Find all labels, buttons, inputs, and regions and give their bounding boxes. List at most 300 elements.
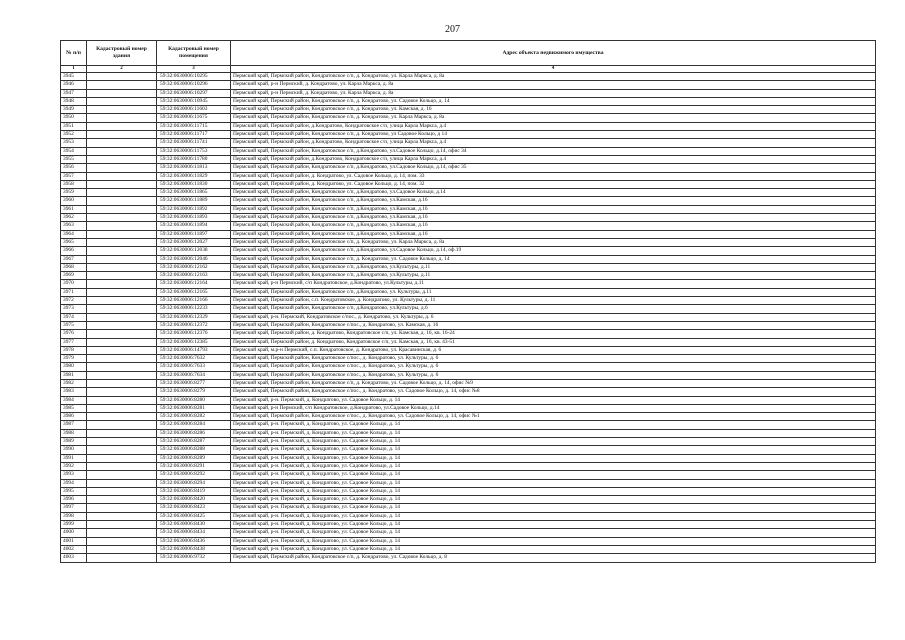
building-cadastral-cell bbox=[87, 545, 157, 553]
page-number: 207 bbox=[445, 24, 460, 35]
row-number-cell: 3957 bbox=[61, 172, 87, 180]
row-number-cell: 3993 bbox=[61, 471, 87, 479]
table-row bbox=[61, 247, 876, 255]
row-number-cell: 3950 bbox=[61, 114, 87, 122]
building-cadastral-cell bbox=[87, 313, 157, 321]
row-number-cell: 3996 bbox=[61, 496, 87, 504]
table-row bbox=[61, 172, 876, 180]
property-table bbox=[60, 40, 876, 563]
building-cadastral-cell bbox=[87, 106, 157, 114]
building-cadastral-cell bbox=[87, 89, 157, 97]
address-cell: Пермский край, Пермский район, Кондратовское с/п, д. Кондратово, ул. Садовое Кольцо, д. 14 bbox=[231, 255, 876, 263]
row-number-cell: 3962 bbox=[61, 214, 87, 222]
building-cadastral-cell bbox=[87, 147, 157, 155]
address-cell: Пермский край, Пермский район, Кондратовское с/п, д.Кондратово, ул.Садовое Кольцо, д.14 bbox=[231, 189, 876, 197]
address-cell: Пермский край, Пермский район, Кондратовское с/п, д.Кондратово, ул.Культуры, д.6 bbox=[231, 305, 876, 313]
table-row bbox=[61, 147, 876, 155]
table-row bbox=[61, 554, 876, 562]
premises-cadastral-cell: 59:32:0630006:12372 bbox=[157, 321, 231, 329]
building-cadastral-cell bbox=[87, 288, 157, 296]
row-number-cell: 4002 bbox=[61, 545, 87, 553]
building-cadastral-cell bbox=[87, 238, 157, 246]
premises-cadastral-cell: 59:32:0630006:12038 bbox=[157, 247, 231, 255]
building-cadastral-cell bbox=[87, 346, 157, 354]
premises-cadastral-cell: 59:32:0630006:11829 bbox=[157, 172, 231, 180]
table-row bbox=[61, 371, 876, 379]
building-cadastral-cell bbox=[87, 280, 157, 288]
row-number-cell: 3979 bbox=[61, 355, 87, 363]
building-cadastral-cell bbox=[87, 321, 157, 329]
table-row bbox=[61, 462, 876, 470]
table-row bbox=[61, 89, 876, 97]
address-cell: Пермский край, Пермский район, с.п. Кондратовское, д. Кондратово, ул. Культуры, д. 11 bbox=[231, 297, 876, 305]
building-cadastral-cell bbox=[87, 388, 157, 396]
header-premises-cadastral: Кадастровый номер помещения bbox=[157, 41, 231, 66]
table-row bbox=[61, 122, 876, 130]
address-cell: Пермский край, р-н. Пермский, д. Кондратово, ул. Садовое Кольцо, д. 14 bbox=[231, 429, 876, 437]
premises-cadastral-cell: 59:32:0630006:11830 bbox=[157, 180, 231, 188]
row-number-cell: 4001 bbox=[61, 537, 87, 545]
address-cell: Пермский край, р-н Пермский, с/п Кондратовское, д.Кондратово, ул.Культуры, д.11 bbox=[231, 280, 876, 288]
row-number-cell: 3960 bbox=[61, 197, 87, 205]
address-cell: Пермский край, р-н. Пермский, д. Кондратово, ул. Садовое Кольцо, д. 14 bbox=[231, 471, 876, 479]
premises-cadastral-cell: 59:32:0630006:7634 bbox=[157, 371, 231, 379]
row-number-cell: 3989 bbox=[61, 438, 87, 446]
premises-cadastral-cell: 59:32:0630006:8286 bbox=[157, 429, 231, 437]
premises-cadastral-cell: 59:32:0630006:8289 bbox=[157, 454, 231, 462]
address-cell: Пермский край, Пермский район, д. Кондратово, ул. Садовое Кольцо, д. 14, пом. 32 bbox=[231, 180, 876, 188]
building-cadastral-cell bbox=[87, 404, 157, 412]
row-number-cell: 4003 bbox=[61, 554, 87, 562]
row-number-cell: 3980 bbox=[61, 363, 87, 371]
header-row-number: № п/п bbox=[61, 41, 87, 66]
table-row bbox=[61, 496, 876, 504]
premises-cadastral-cell: 59:32:0630006:11603 bbox=[157, 106, 231, 114]
premises-cadastral-cell: 59:32:0630006:11715 bbox=[157, 122, 231, 130]
building-cadastral-cell bbox=[87, 114, 157, 122]
table-row bbox=[61, 214, 876, 222]
premises-cadastral-cell: 59:32:0630006:12233 bbox=[157, 305, 231, 313]
table-row bbox=[61, 222, 876, 230]
table-row bbox=[61, 379, 876, 387]
row-number-cell: 3978 bbox=[61, 346, 87, 354]
table-row bbox=[61, 521, 876, 529]
building-cadastral-cell bbox=[87, 379, 157, 387]
address-cell: Пермский край, р-н. Пермский, д. Кондратово, ул. Садовое Кольцо, д. 14 bbox=[231, 396, 876, 404]
table-row bbox=[61, 429, 876, 437]
table-row bbox=[61, 238, 876, 246]
building-cadastral-cell bbox=[87, 205, 157, 213]
building-cadastral-cell bbox=[87, 81, 157, 89]
building-cadastral-cell bbox=[87, 512, 157, 520]
premises-cadastral-cell: 59:32:0630006:11717 bbox=[157, 131, 231, 139]
table-row bbox=[61, 479, 876, 487]
table-row bbox=[61, 338, 876, 346]
building-cadastral-cell bbox=[87, 155, 157, 163]
address-cell: Пермский край, Пермский район, Кондратовское с/пос., д. Кондратово, ул. Культуры, д. 6 bbox=[231, 371, 876, 379]
row-number-cell: 3961 bbox=[61, 205, 87, 213]
row-number-cell: 3987 bbox=[61, 421, 87, 429]
address-cell: Пермский край, р-н. Пермский, д. Кондратово, ул. Садовое Кольцо, д. 14 bbox=[231, 446, 876, 454]
premises-cadastral-cell: 59:32:0630006:7632 bbox=[157, 355, 231, 363]
building-cadastral-cell bbox=[87, 305, 157, 313]
building-cadastral-cell bbox=[87, 462, 157, 470]
column-number: 3 bbox=[157, 66, 231, 73]
table-row bbox=[61, 197, 876, 205]
building-cadastral-cell bbox=[87, 438, 157, 446]
row-number-cell: 3946 bbox=[61, 81, 87, 89]
premises-cadastral-cell: 59:32:0630006:8425 bbox=[157, 512, 231, 520]
address-cell: Пермский край, Пермский район, Кондратовское с/п, д.Кондратово, ул.Камская, д.16 bbox=[231, 205, 876, 213]
address-cell: Пермский край, Пермский район, д.Кондратово, Кондратовское с/п, улица Карла Маркса, д.4 bbox=[231, 122, 876, 130]
row-number-cell: 3954 bbox=[61, 147, 87, 155]
table-row bbox=[61, 313, 876, 321]
table-row bbox=[61, 164, 876, 172]
table-row bbox=[61, 189, 876, 197]
address-cell: Пермский край, р-н. Пермский, д. Кондратово, ул. Садовое Кольцо, д. 14 bbox=[231, 496, 876, 504]
row-number-cell: 3959 bbox=[61, 189, 87, 197]
row-number-cell: 3994 bbox=[61, 479, 87, 487]
premises-cadastral-cell: 59:32:0630006:8279 bbox=[157, 388, 231, 396]
row-number-cell: 3990 bbox=[61, 446, 87, 454]
premises-cadastral-cell: 59:32:0630006:8430 bbox=[157, 521, 231, 529]
address-cell: Пермский край, р-н Пермский, с/п Кондратовское, д.Кондратово, ул.Садовое Кольцо, д.14 bbox=[231, 404, 876, 412]
row-number-cell: 3972 bbox=[61, 297, 87, 305]
table-row bbox=[61, 73, 876, 81]
address-cell: Пермский край, Пермский район, Кондратовское с/п, д.Кондратово, ул. Культуры, д.11 bbox=[231, 288, 876, 296]
row-number-cell: 3986 bbox=[61, 413, 87, 421]
premises-cadastral-cell: 59:32:0630006:12329 bbox=[157, 313, 231, 321]
premises-cadastral-cell: 59:32:0630006:11780 bbox=[157, 155, 231, 163]
table-row bbox=[61, 454, 876, 462]
premises-cadastral-cell: 59:32:0630006:10945 bbox=[157, 97, 231, 105]
address-cell: Пермский край, р-н. Пермский, д. Кондратово, ул. Садовое Кольцо, д. 14 bbox=[231, 479, 876, 487]
building-cadastral-cell bbox=[87, 263, 157, 271]
address-cell: Пермский край, р-н. Пермский, д. Кондратово, ул. Садовое Кольцо, д. 14 bbox=[231, 521, 876, 529]
building-cadastral-cell bbox=[87, 471, 157, 479]
building-cadastral-cell bbox=[87, 396, 157, 404]
premises-cadastral-cell: 59:32:0630006:11753 bbox=[157, 147, 231, 155]
row-number-cell: 3948 bbox=[61, 97, 87, 105]
row-number-cell: 3983 bbox=[61, 388, 87, 396]
premises-cadastral-cell: 59:32:0630006:12163 bbox=[157, 272, 231, 280]
row-number-cell: 3975 bbox=[61, 321, 87, 329]
address-cell: Пермский край, р-н. Пермский, д. Кондратово, ул. Садовое Кольцо, д. 14 bbox=[231, 545, 876, 553]
row-number-cell: 3952 bbox=[61, 131, 87, 139]
address-cell: Пермский край, Пермский район, Кондратовское с/п, д. Кондратово, ул. Карла Маркса, д. 8а bbox=[231, 114, 876, 122]
row-number-cell: 3945 bbox=[61, 73, 87, 81]
premises-cadastral-cell: 59:32:0630006:12027 bbox=[157, 238, 231, 246]
row-number-cell: 3951 bbox=[61, 122, 87, 130]
address-cell: Пермский край, Пермский район, Кондратовское с/п, д.Кондратово, ул.Садовое Кольцо, д.14, офис 35 bbox=[231, 164, 876, 172]
address-cell: Пермский край, Пермский район, Кондратовское с/п, д.Кондратово, ул.Камская, д.16 bbox=[231, 230, 876, 238]
premises-cadastral-cell: 59:32:0630006:11897 bbox=[157, 230, 231, 238]
address-cell: Пермский край, р-н Пермский, д. Кондратово, ул. Карла Маркса, д. 8а bbox=[231, 81, 876, 89]
premises-cadastral-cell: 59:32:0630006:11892 bbox=[157, 205, 231, 213]
premises-cadastral-cell: 59:32:0630006:9732 bbox=[157, 554, 231, 562]
table-row bbox=[61, 321, 876, 329]
address-cell: Пермский край, Пермский район, Кондратовское с/п, д.Кондратово, ул.Садовое Кольцо, д.14, офис 34 bbox=[231, 147, 876, 155]
building-cadastral-cell bbox=[87, 247, 157, 255]
header-address: Адрес объекта недвижимого имущества bbox=[231, 41, 876, 66]
table-row bbox=[61, 537, 876, 545]
table-row bbox=[61, 305, 876, 313]
table-row bbox=[61, 396, 876, 404]
premises-cadastral-cell: 59:32:0630006:12166 bbox=[157, 297, 231, 305]
building-cadastral-cell bbox=[87, 330, 157, 338]
row-number-cell: 3958 bbox=[61, 180, 87, 188]
address-cell: Пермский край, Пермский район, Кондратовское с/п, д. Кондратово, ул. Камская, д. 16 bbox=[231, 106, 876, 114]
address-cell: Пермский край, Пермский район, Кондратовское с/пос., д. Кондратово, ул. Культуры, д. 6 bbox=[231, 355, 876, 363]
row-number-cell: 3976 bbox=[61, 330, 87, 338]
row-number-cell: 4000 bbox=[61, 529, 87, 537]
address-cell: Пермский край, Пермский район, д. Кондратово, Кондратовское с/п, ул. Камская, д. 16, кв. 16-24 bbox=[231, 330, 876, 338]
building-cadastral-cell bbox=[87, 554, 157, 562]
building-cadastral-cell bbox=[87, 131, 157, 139]
table-row bbox=[61, 106, 876, 114]
table-row bbox=[61, 180, 876, 188]
table-header bbox=[61, 41, 876, 73]
premises-cadastral-cell: 59:32:0630006:8436 bbox=[157, 537, 231, 545]
table-row bbox=[61, 272, 876, 280]
address-cell: Пермский край, м.р-н Пермский, с.п. Кондратовское, д. Кондратово, ул. Красавинская, д. 6 bbox=[231, 346, 876, 354]
address-cell: Пермский край, Пермский район, Кондратовское с/п, д. Кондратово, ул. Садовое Кольцо, д. 8 bbox=[231, 554, 876, 562]
table-row bbox=[61, 131, 876, 139]
building-cadastral-cell bbox=[87, 255, 157, 263]
premises-cadastral-cell: 59:32:0630006:8419 bbox=[157, 487, 231, 495]
address-cell: Пермский край, р-н. Пермский, д. Кондратово, ул. Садовое Кольцо, д. 14 bbox=[231, 504, 876, 512]
premises-cadastral-cell: 59:32:0630006:12164 bbox=[157, 280, 231, 288]
table-row bbox=[61, 297, 876, 305]
address-cell: Пермский край, р-н. Пермский, д. Кондратово, ул. Садовое Кольцо, д. 14 bbox=[231, 487, 876, 495]
table-row bbox=[61, 388, 876, 396]
address-cell: Пермский край, Пермский район, д. Кондратово, ул. Садовое Кольцо, д. 14, пом. 33 bbox=[231, 172, 876, 180]
premises-cadastral-cell: 59:32:0630006:14793 bbox=[157, 346, 231, 354]
row-number-cell: 3988 bbox=[61, 429, 87, 437]
table-row bbox=[61, 288, 876, 296]
building-cadastral-cell bbox=[87, 496, 157, 504]
table-row bbox=[61, 446, 876, 454]
address-cell: Пермский край, р-н. Пермский, д. Кондратово, ул. Садовое Кольцо, д. 14 bbox=[231, 537, 876, 545]
table-row bbox=[61, 330, 876, 338]
table-row bbox=[61, 512, 876, 520]
table-row bbox=[61, 504, 876, 512]
building-cadastral-cell bbox=[87, 338, 157, 346]
building-cadastral-cell bbox=[87, 222, 157, 230]
row-number-cell: 3956 bbox=[61, 164, 87, 172]
building-cadastral-cell bbox=[87, 504, 157, 512]
address-cell: Пермский край, Пермский район, Кондратовское с/п, д.Кондратово, ул.Камская, д.16 bbox=[231, 197, 876, 205]
premises-cadastral-cell: 59:32:0630006:8294 bbox=[157, 479, 231, 487]
address-cell: Пермский край, Пермский район, Кондратовское с/п, д.Кондратово, ул.Культуры, д.11 bbox=[231, 272, 876, 280]
row-number-cell: 3991 bbox=[61, 454, 87, 462]
address-cell: Пермский край, Пермский район, Кондратовское с/п, д.Кондратово, ул.Камская, д.16 bbox=[231, 222, 876, 230]
column-number: 4 bbox=[231, 66, 876, 73]
premises-cadastral-cell: 59:32:0630006:8284 bbox=[157, 421, 231, 429]
row-number-cell: 3973 bbox=[61, 305, 87, 313]
building-cadastral-cell bbox=[87, 180, 157, 188]
building-cadastral-cell bbox=[87, 214, 157, 222]
building-cadastral-cell bbox=[87, 371, 157, 379]
row-number-cell: 3964 bbox=[61, 230, 87, 238]
table-row bbox=[61, 255, 876, 263]
row-number-cell: 3982 bbox=[61, 379, 87, 387]
table-row bbox=[61, 97, 876, 105]
premises-cadastral-cell: 59:32:0630006:10295 bbox=[157, 73, 231, 81]
premises-cadastral-cell: 59:32:0630006:8287 bbox=[157, 438, 231, 446]
address-cell: Пермский край, р-н Пермский, д. Кондратово, ул. Карла Маркса, д. 8а bbox=[231, 89, 876, 97]
premises-cadastral-cell: 59:32:0630006:8420 bbox=[157, 496, 231, 504]
building-cadastral-cell bbox=[87, 537, 157, 545]
row-number-cell: 3970 bbox=[61, 280, 87, 288]
row-number-cell: 3992 bbox=[61, 462, 87, 470]
premises-cadastral-cell: 59:32:0630006:11813 bbox=[157, 164, 231, 172]
building-cadastral-cell bbox=[87, 197, 157, 205]
building-cadastral-cell bbox=[87, 139, 157, 147]
building-cadastral-cell bbox=[87, 230, 157, 238]
building-cadastral-cell bbox=[87, 421, 157, 429]
premises-cadastral-cell: 59:32:0630006:7633 bbox=[157, 363, 231, 371]
address-cell: Пермский край, р-н. Пермский, д. Кондратово, ул. Садовое Кольцо, д. 14 bbox=[231, 512, 876, 520]
table-row bbox=[61, 404, 876, 412]
row-number-cell: 3998 bbox=[61, 512, 87, 520]
premises-cadastral-cell: 59:32:0630006:10297 bbox=[157, 89, 231, 97]
building-cadastral-cell bbox=[87, 529, 157, 537]
table-row bbox=[61, 205, 876, 213]
address-cell: Пермский край, р-н. Пермский, д. Кондратово, ул. Садовое Кольцо, д. 14 bbox=[231, 421, 876, 429]
building-cadastral-cell bbox=[87, 297, 157, 305]
address-cell: Пермский край, р-н. Пермский, д. Кондратово, ул. Садовое Кольцо, д. 14 bbox=[231, 454, 876, 462]
row-number-cell: 3953 bbox=[61, 139, 87, 147]
building-cadastral-cell bbox=[87, 413, 157, 421]
premises-cadastral-cell: 59:32:0630006:8282 bbox=[157, 413, 231, 421]
premises-cadastral-cell: 59:32:0630006:11889 bbox=[157, 197, 231, 205]
premises-cadastral-cell: 59:32:0630006:12046 bbox=[157, 255, 231, 263]
row-number-cell: 3974 bbox=[61, 313, 87, 321]
row-number-cell: 3965 bbox=[61, 238, 87, 246]
address-cell: Пермский край, р-н. Пермский, д. Кондратово, ул. Садовое Кольцо, д. 14 bbox=[231, 529, 876, 537]
row-number-cell: 3947 bbox=[61, 89, 87, 97]
premises-cadastral-cell: 59:32:0630006:12376 bbox=[157, 330, 231, 338]
address-cell: Пермский край, Пермский район, д.Кондратово, Кондратовское с/п, улица Карла Маркса, д.4 bbox=[231, 155, 876, 163]
premises-cadastral-cell: 59:32:0630006:12385 bbox=[157, 338, 231, 346]
table-row bbox=[61, 263, 876, 271]
premises-cadastral-cell: 59:32:0630006:12162 bbox=[157, 263, 231, 271]
address-cell: Пермский край, Пермский район, Кондратовское с/пос., д. Кондратово, ул. Садовое Кольцо, д. 14, офис №8 bbox=[231, 388, 876, 396]
row-number-cell: 3985 bbox=[61, 404, 87, 412]
table-row bbox=[61, 421, 876, 429]
building-cadastral-cell bbox=[87, 272, 157, 280]
premises-cadastral-cell: 59:32:0630006:11865 bbox=[157, 189, 231, 197]
address-cell: Пермский край, Пермский район, Кондратовское с/пос., д. Кондратово, ул. Культуры, д. 6 bbox=[231, 363, 876, 371]
address-cell: Пермский край, р-н. Пермский, Кондратовское с/пос., д. Кондратово, ул. Культуры, д. 6 bbox=[231, 313, 876, 321]
building-cadastral-cell bbox=[87, 479, 157, 487]
address-cell: Пермский край, Пермский район, Кондратовское с/п, д.Кондратово, ул.Культуры, д.11 bbox=[231, 263, 876, 271]
premises-cadastral-cell: 59:32:0630006:8423 bbox=[157, 504, 231, 512]
premises-cadastral-cell: 59:32:0630006:8288 bbox=[157, 446, 231, 454]
address-cell: Пермский край, Пермский район, Кондратовское с/п, д. Кондратово, ул. Садовое Кольцо, д. 14 bbox=[231, 97, 876, 105]
building-cadastral-cell bbox=[87, 363, 157, 371]
table-row bbox=[61, 545, 876, 553]
column-number: 1 bbox=[61, 66, 87, 73]
table-row bbox=[61, 280, 876, 288]
premises-cadastral-cell: 59:32:0630006:8280 bbox=[157, 396, 231, 404]
table-row bbox=[61, 438, 876, 446]
building-cadastral-cell bbox=[87, 355, 157, 363]
row-number-cell: 3969 bbox=[61, 272, 87, 280]
table-body bbox=[61, 73, 876, 563]
address-cell: Пермский край, р-н. Пермский, д. Кондратово, ул. Садовое Кольцо, д. 14 bbox=[231, 438, 876, 446]
building-cadastral-cell bbox=[87, 521, 157, 529]
row-number-cell: 3955 bbox=[61, 155, 87, 163]
address-cell: Пермский край, р-н. Пермский, д. Кондратово, ул. Садовое Кольцо, д. 14 bbox=[231, 462, 876, 470]
row-number-cell: 3949 bbox=[61, 106, 87, 114]
row-number-cell: 3971 bbox=[61, 288, 87, 296]
row-number-cell: 3984 bbox=[61, 396, 87, 404]
building-cadastral-cell bbox=[87, 164, 157, 172]
premises-cadastral-cell: 59:32:0630006:12165 bbox=[157, 288, 231, 296]
table-row bbox=[61, 81, 876, 89]
premises-cadastral-cell: 59:32:0630006:8281 bbox=[157, 404, 231, 412]
row-number-cell: 3968 bbox=[61, 263, 87, 271]
row-number-cell: 3997 bbox=[61, 504, 87, 512]
table-row bbox=[61, 346, 876, 354]
building-cadastral-cell bbox=[87, 454, 157, 462]
table-row bbox=[61, 363, 876, 371]
building-cadastral-cell bbox=[87, 429, 157, 437]
row-number-cell: 3963 bbox=[61, 222, 87, 230]
premises-cadastral-cell: 59:32:0630006:11741 bbox=[157, 139, 231, 147]
premises-cadastral-cell: 59:32:0630006:11894 bbox=[157, 222, 231, 230]
address-cell: Пермский край, Пермский район, Кондратовское с/п, д.Кондратово, ул.Камская, д.16 bbox=[231, 214, 876, 222]
table-row bbox=[61, 139, 876, 147]
address-cell: Пермский край, Пермский район, Кондратовское с/п, д. Кондратово, ул. Карла Маркса, д. 8а bbox=[231, 238, 876, 246]
premises-cadastral-cell: 59:32:0630006:8292 bbox=[157, 471, 231, 479]
address-cell: Пермский край, Пермский район, Кондратовское с/п, д. Кондратово, ул. Садовое Кольцо, д. 14, офис №9 bbox=[231, 379, 876, 387]
building-cadastral-cell bbox=[87, 189, 157, 197]
building-cadastral-cell bbox=[87, 97, 157, 105]
address-cell: Пермский край, Пермский район, Кондратовское с/пос., д. Кондратово, ул. Камская, д. 16 bbox=[231, 321, 876, 329]
address-cell: Пермский край, Пермский район, Кондратовское с/пос., д. Кондратово, ул. Садовое Кольцо, д. 14, офис №1 bbox=[231, 413, 876, 421]
table-row bbox=[61, 529, 876, 537]
premises-cadastral-cell: 59:32:0630006:8434 bbox=[157, 529, 231, 537]
premises-cadastral-cell: 59:32:0630006:11893 bbox=[157, 214, 231, 222]
building-cadastral-cell bbox=[87, 487, 157, 495]
premises-cadastral-cell: 59:32:0630006:10296 bbox=[157, 81, 231, 89]
table-row bbox=[61, 114, 876, 122]
table-row bbox=[61, 471, 876, 479]
address-cell: Пермский край, Пермский район, Кондратовское с/п, д. Кондратово, ул. Карла Маркса, д. 8а bbox=[231, 73, 876, 81]
building-cadastral-cell bbox=[87, 122, 157, 130]
premises-cadastral-cell: 59:32:0630006:8277 bbox=[157, 379, 231, 387]
building-cadastral-cell bbox=[87, 73, 157, 81]
row-number-cell: 3977 bbox=[61, 338, 87, 346]
row-number-cell: 3967 bbox=[61, 255, 87, 263]
address-cell: Пермский край, Пермский район, Кондратовское с/п, д. Кондратово, ул Садовое Кольцо, д 14 bbox=[231, 131, 876, 139]
table-row bbox=[61, 413, 876, 421]
table-row bbox=[61, 230, 876, 238]
column-number: 2 bbox=[87, 66, 157, 73]
address-cell: Пермский край, Пермский район, д. Кондратово, Кондратовское с/п, ул. Камская, д. 16, кв. 43-51 bbox=[231, 338, 876, 346]
row-number-cell: 3981 bbox=[61, 371, 87, 379]
row-number-cell: 3999 bbox=[61, 521, 87, 529]
premises-cadastral-cell: 59:32:0630006:8291 bbox=[157, 462, 231, 470]
building-cadastral-cell bbox=[87, 172, 157, 180]
header-building-cadastral: Кадастровый номер здания bbox=[87, 41, 157, 66]
premises-cadastral-cell: 59:32:0630006:11675 bbox=[157, 114, 231, 122]
row-number-cell: 3995 bbox=[61, 487, 87, 495]
table-row bbox=[61, 155, 876, 163]
